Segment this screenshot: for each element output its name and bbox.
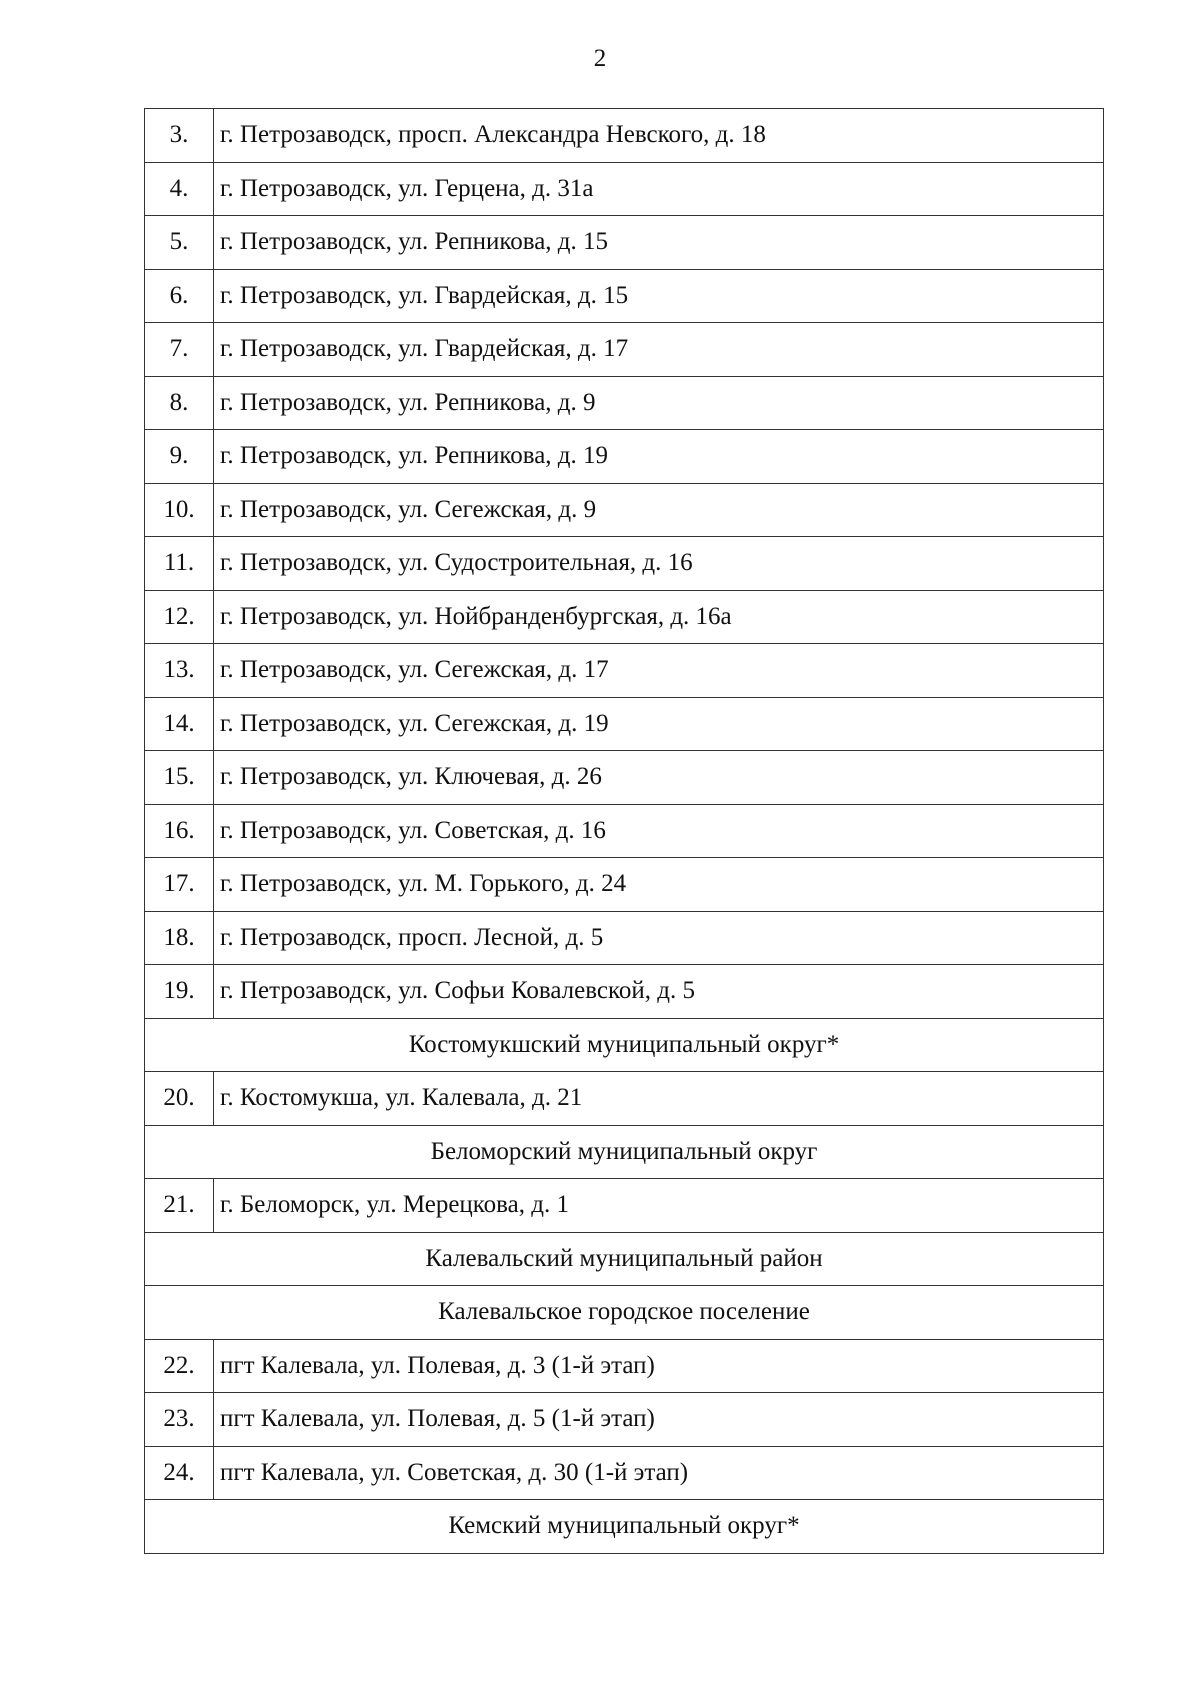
row-number: 8. [145,376,214,430]
table-row [145,858,1104,912]
table-row [145,216,1104,270]
section-row [145,1500,1104,1554]
row-address: г. Петрозаводск, просп. Александра Невского, д. 18 [214,109,1104,163]
row-address: г. Петрозаводск, ул. Советская, д. 16 [214,804,1104,858]
row-number: 16. [145,804,214,858]
page-number: 2 [593,45,607,72]
table-row [145,751,1104,805]
row-number: 15. [145,751,214,805]
table-row [145,109,1104,163]
table-row [145,697,1104,751]
table-row [145,430,1104,484]
section-row [145,1286,1104,1340]
table-row [145,804,1104,858]
row-number: 20. [145,1072,214,1126]
section-title: Кемский муниципальный округ* [145,1500,1104,1554]
table-row [145,965,1104,1019]
row-number: 6. [145,269,214,323]
table-row [145,1339,1104,1393]
table-row [145,911,1104,965]
address-table [144,108,1104,1554]
table-row [145,537,1104,591]
table-row [145,1179,1104,1233]
section-title: Костомукшский муниципальный округ* [145,1018,1104,1072]
row-address: г. Петрозаводск, ул. Сегежская, д. 9 [214,483,1104,537]
row-address: г. Петрозаводск, ул. Сегежская, д. 19 [214,697,1104,751]
row-address: г. Петрозаводск, ул. Гвардейская, д. 15 [214,269,1104,323]
row-address: г. Петрозаводск, ул. Нойбранденбургская, д. 16а [214,590,1104,644]
row-address: г. Петрозаводск, ул. Репникова, д. 15 [214,216,1104,270]
row-address: г. Петрозаводск, ул. Репникова, д. 9 [214,376,1104,430]
row-address: г. Петрозаводск, ул. М. Горького, д. 24 [214,858,1104,912]
row-number: 3. [145,109,214,163]
row-number: 12. [145,590,214,644]
table-row [145,644,1104,698]
row-number: 11. [145,537,214,591]
row-number: 14. [145,697,214,751]
row-number: 5. [145,216,214,270]
table-row [145,376,1104,430]
row-address: г. Петрозаводск, ул. Репникова, д. 19 [214,430,1104,484]
table-row [145,269,1104,323]
row-address: г. Петрозаводск, ул. Герцена, д. 31а [214,162,1104,216]
row-address: г. Костомукша, ул. Калевала, д. 21 [214,1072,1104,1126]
row-address: г. Петрозаводск, ул. Ключевая, д. 26 [214,751,1104,805]
row-number: 9. [145,430,214,484]
table-row [145,483,1104,537]
row-address: г. Беломорск, ул. Мерецкова, д. 1 [214,1179,1104,1233]
section-row [145,1018,1104,1072]
row-number: 10. [145,483,214,537]
row-number: 18. [145,911,214,965]
row-address: г. Петрозаводск, ул. Судостроительная, д. 16 [214,537,1104,591]
table-row [145,1393,1104,1447]
section-title: Калевальское городское поселение [145,1286,1104,1340]
section-row [145,1125,1104,1179]
row-address: г. Петрозаводск, ул. Гвардейская, д. 17 [214,323,1104,377]
row-number: 21. [145,1179,214,1233]
row-number: 7. [145,323,214,377]
row-number: 24. [145,1446,214,1500]
address-table-body [145,109,1104,1554]
row-number: 17. [145,858,214,912]
row-address: г. Петрозаводск, просп. Лесной, д. 5 [214,911,1104,965]
row-number: 23. [145,1393,214,1447]
row-number: 4. [145,162,214,216]
row-address: пгт Калевала, ул. Полевая, д. 3 (1-й этап) [214,1339,1104,1393]
row-address: пгт Калевала, ул. Советская, д. 30 (1-й этап) [214,1446,1104,1500]
section-title: Калевальский муниципальный район [145,1232,1104,1286]
section-row [145,1232,1104,1286]
section-title: Беломорский муниципальный округ [145,1125,1104,1179]
table-row [145,1446,1104,1500]
table-row [145,162,1104,216]
table-row [145,323,1104,377]
row-number: 22. [145,1339,214,1393]
row-number: 13. [145,644,214,698]
row-address: г. Петрозаводск, ул. Сегежская, д. 17 [214,644,1104,698]
table-row [145,1072,1104,1126]
table-row [145,590,1104,644]
row-address: г. Петрозаводск, ул. Софьи Ковалевской, д. 5 [214,965,1104,1019]
row-number: 19. [145,965,214,1019]
row-address: пгт Калевала, ул. Полевая, д. 5 (1-й этап) [214,1393,1104,1447]
